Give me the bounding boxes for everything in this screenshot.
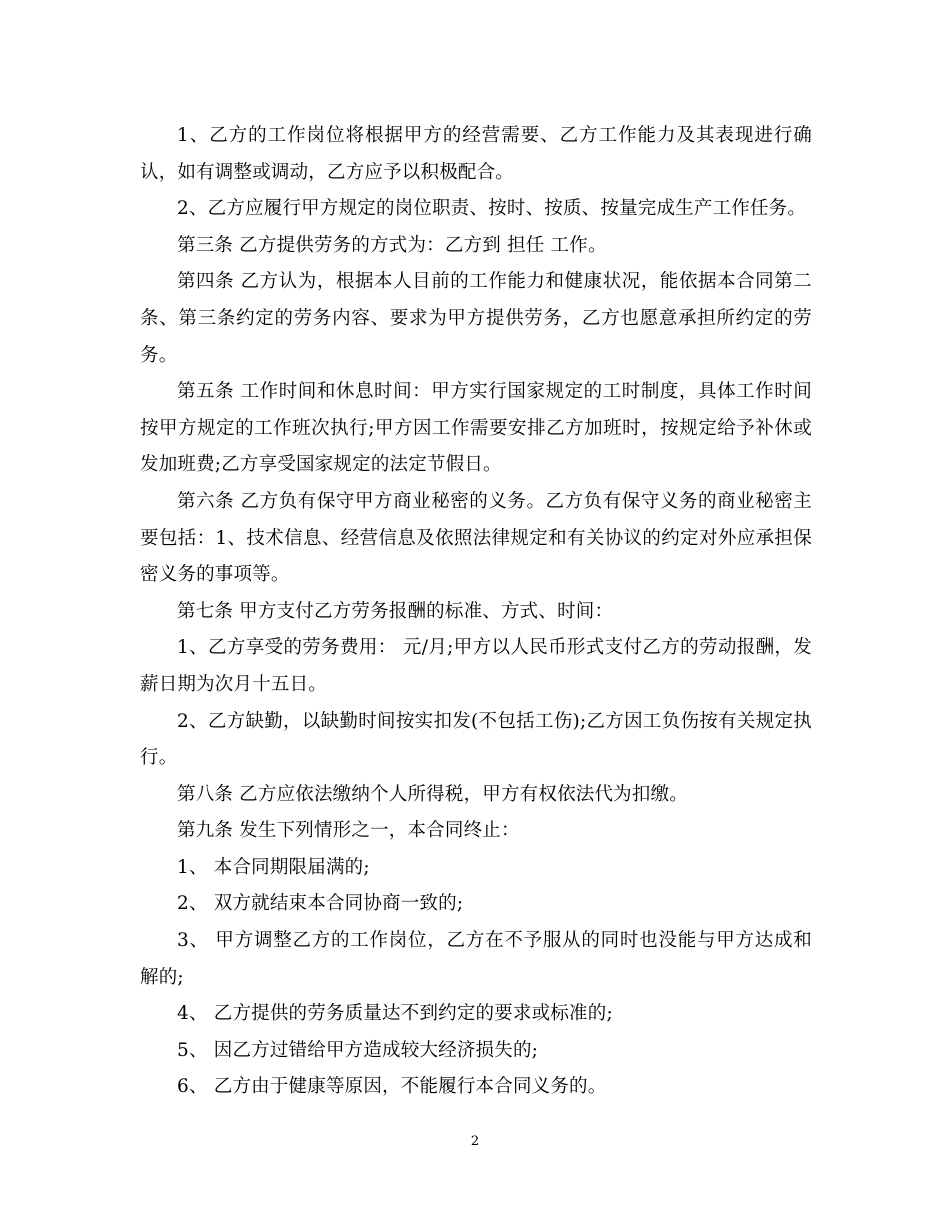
- paragraph-13: 2、 双方就结束本合同协商一致的;: [177, 893, 464, 915]
- document-body: [140, 118, 812, 1106]
- paragraph-9: 2、乙方缺勤，以缺勤时间按实扣发(不包括工伤);乙方因工负伤按有关规定执行。: [140, 710, 812, 769]
- paragraph-11: 第九条 发生下列情形之一，本合同终止：: [177, 820, 520, 842]
- paragraph-4: 第四条 乙方认为，根据本人目前的工作能力和健康状况，能依据本合同第二条、第三条约定的劳务内容、要求为甲方提供劳务，乙方也愿意承担所约定的劳务。: [140, 271, 812, 366]
- paragraph-10: 第八条 乙方应依法缴纳个人所得税，甲方有权依法代为扣缴。: [177, 783, 688, 805]
- paragraph-7: 第七条 甲方支付乙方劳务报酬的标准、方式、时间：: [177, 600, 614, 622]
- paragraph-14: 3、 甲方调整乙方的工作岗位，乙方在不予服从的同时也没能与甲方达成和解的;: [140, 930, 812, 988]
- paragraph-2: 2、乙方应履行甲方规定的岗位职责、按时、按质、按量完成生产工作任务。: [177, 198, 807, 220]
- paragraph-15: 4、 乙方提供的劳务质量达不到约定的要求或标准的;: [177, 1003, 613, 1025]
- paragraph-3: 第三条 乙方提供劳务的方式为：乙方到 担任 工作。: [177, 234, 607, 256]
- page-number: 2: [470, 1134, 480, 1149]
- paragraph-1: 1、乙方的工作岗位将根据甲方的经营需要、乙方工作能力及其表现进行确认，如有调整或调动，乙方应予以积极配合。: [140, 125, 812, 183]
- paragraph-12: 1、 本合同期限届满的;: [177, 856, 370, 878]
- paragraph-17: 6、 乙方由于健康等原因，不能履行本合同义务的。: [177, 1076, 607, 1098]
- paragraph-6: 第六条 乙方负有保守甲方商业秘密的义务。乙方负有保守义务的商业秘密主要包括：1、技术信息、经营信息及依照法律规定和有关协议的约定对外应承担保密义务的事项等。: [140, 490, 812, 586]
- paragraph-8: 1、乙方享受的劳务费用： 元/月;甲方以人民币形式支付乙方的劳动报酬，发薪日期为次月十五日。: [140, 637, 812, 695]
- paragraph-16: 5、 因乙方过错给甲方造成较大经济损失的;: [177, 1039, 539, 1061]
- paragraph-5: 第五条 工作时间和休息时间：甲方实行国家规定的工时制度，具体工作时间按甲方规定的工作班次执行;甲方因工作需要安排乙方加班时，按规定给予补休或发加班费;乙方享受国家规定的法定节假日。: [140, 381, 812, 476]
